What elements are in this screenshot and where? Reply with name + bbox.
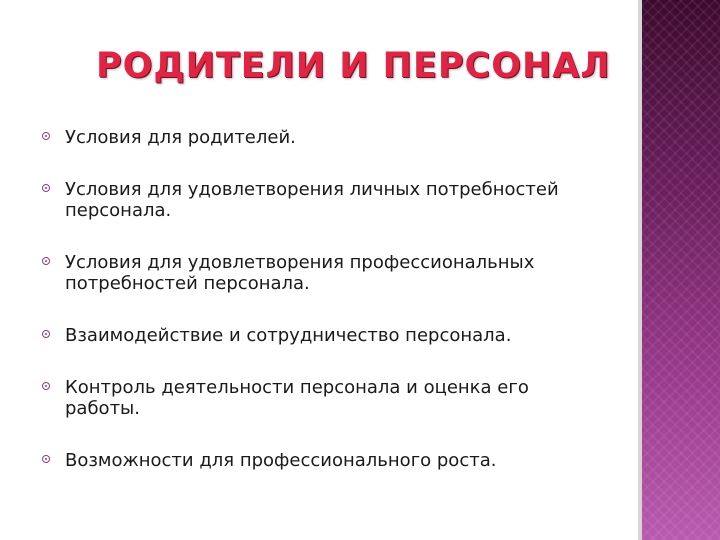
- bullet-text: Условия для удовлетворения личных потребностей персонала.: [65, 179, 559, 221]
- bullet-text: Возможности для профессионального роста.: [65, 450, 497, 471]
- circle-dot-icon: [42, 257, 50, 265]
- bullet-text: Условия для родителей.: [65, 127, 296, 148]
- list-item: [42, 127, 602, 148]
- list-item: [42, 450, 602, 471]
- bullet-text: Условия для удовлетворения профессиональных потребностей персонала.: [65, 252, 535, 294]
- circle-dot-icon: [42, 132, 50, 140]
- circle-dot-icon: [42, 184, 50, 192]
- circle-dot-icon: [42, 330, 50, 338]
- circle-dot-icon: [42, 382, 50, 390]
- list-item: [42, 252, 602, 294]
- list-item: [42, 325, 602, 346]
- bullet-text: Взаимодействие и сотрудничество персонала.: [65, 325, 512, 346]
- bullet-text: Контроль деятельности персонала и оценка его работы.: [65, 377, 529, 419]
- circle-dot-icon: [42, 455, 50, 463]
- decorative-side-band: [642, 0, 720, 540]
- list-item: [42, 377, 602, 419]
- bullet-list: [42, 127, 602, 502]
- list-item: [42, 179, 602, 221]
- slide-title: РОДИТЕЛИ И ПЕРСОНАЛ: [96, 46, 611, 86]
